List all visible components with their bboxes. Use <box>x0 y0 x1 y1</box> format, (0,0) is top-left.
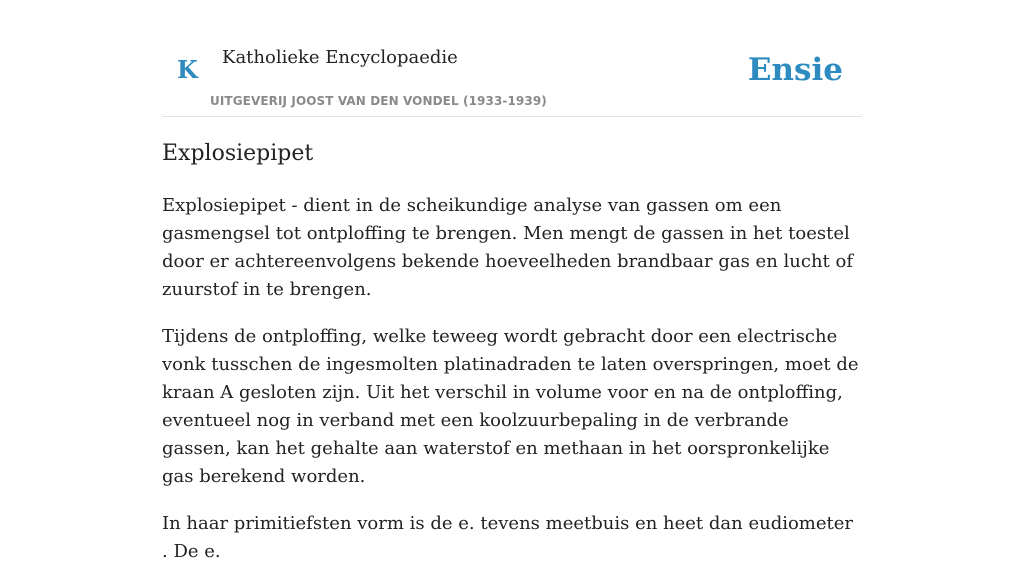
article-paragraph-3: In haar primitiefsten vorm is de e. tevens meetbuis en heet dan eudiometer . De e. <box>162 513 854 562</box>
site-header <box>162 0 862 117</box>
article <box>162 138 862 566</box>
article-paragraph-2: Tijdens de ontploffing, welke teweeg wordt gebracht door een electrische vonk tusschen de ingesmolten platinadraden te laten overspringen, moet de kraan A gesloten zijn. Uit het verschil in volume voor en na de ontploffing, eventueel nog in verband met een koolzuurbepaling in de verbrande gassen, kan het gehalte aan waterstof en methaan in het oorspronkelijke gas berekend worden. <box>162 326 859 487</box>
ensie-logo-link[interactable]: Ensie <box>747 52 843 88</box>
publisher-label: UITGEVERIJ JOOST VAN DEN VONDEL (1933-1939) <box>210 94 547 108</box>
article-paragraph-1: Explosiepipet - dient in de scheikundige analyse van gassen om een gasmengsel tot ontploffing te brengen. Men mengt de gassen in het toestel door er achtereenvolgens bekende hoeveelheden brandbaar gas en lucht of zuurstof in te brengen. <box>162 195 853 300</box>
encyclopedia-title[interactable]: Katholieke Encyclopaedie <box>222 47 458 68</box>
article-title: Explosiepipet <box>162 141 314 166</box>
encyclopedia-logo[interactable]: K <box>177 55 198 84</box>
